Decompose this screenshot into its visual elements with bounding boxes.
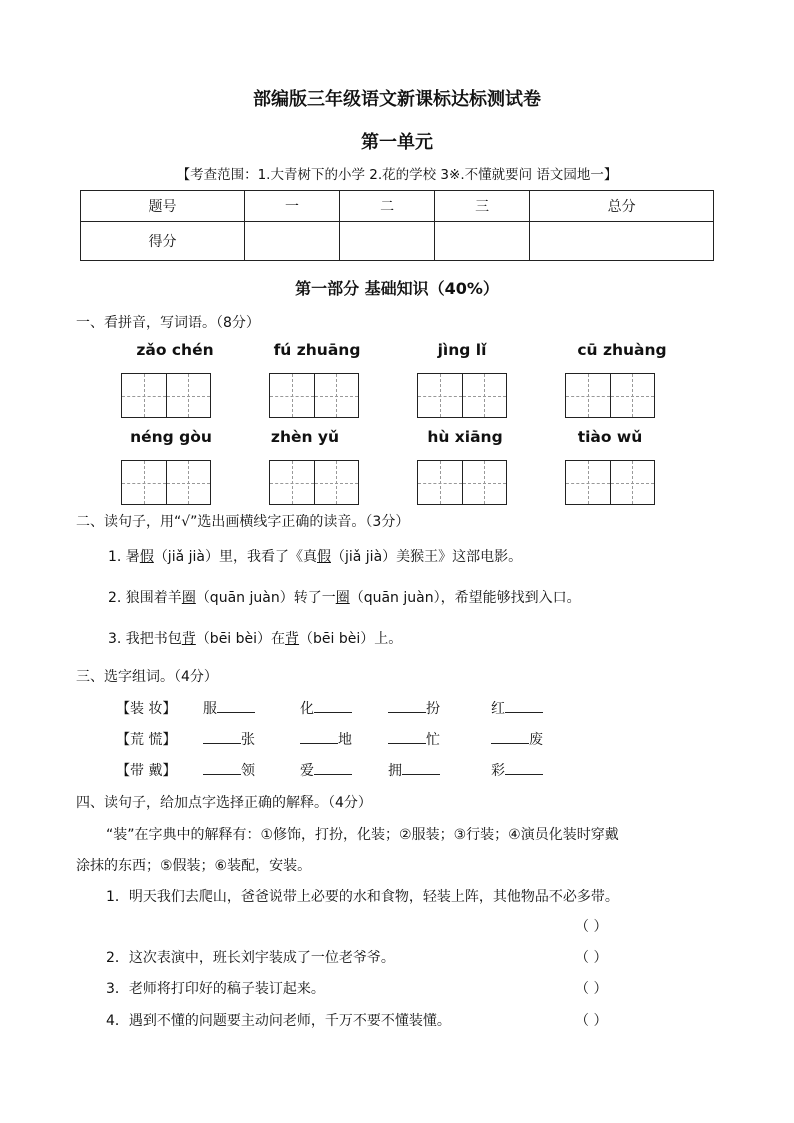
word-blank[interactable]: 张 (203, 729, 255, 749)
pinyin-label: zǎo chén (136, 341, 214, 359)
word-blank[interactable]: 地 (300, 729, 352, 749)
unit-title: 第一单元 (361, 132, 433, 153)
underlined-char: 背 (181, 631, 196, 647)
question-4-title: 四、读句子，给加点字选择正确的解释。（4分） (76, 795, 372, 811)
question-4-item: 1．明天我们去爬山，爸爸说带上必要的水和食物，轻装上阵，其他物品不必多带。 (106, 889, 619, 905)
word-blank[interactable]: 服 (203, 698, 255, 718)
score-header-1: 一 (245, 191, 340, 222)
char-pair-label: 【荒 慌】 (116, 732, 177, 748)
word-blank[interactable]: 拥 (388, 760, 440, 780)
answer-parentheses[interactable]: （ ） (575, 981, 608, 997)
char-pair-label: 【带 戴】 (116, 763, 177, 779)
pinyin-label: cū zhuàng (577, 341, 667, 359)
word-blank[interactable]: 化 (300, 698, 352, 718)
answer-parentheses[interactable]: （ ） (575, 919, 608, 935)
score-table (80, 190, 714, 261)
score-header-total: 总分 (530, 191, 714, 222)
pinyin-label: zhèn yǔ (270, 428, 340, 446)
pinyin-label: néng gòu (130, 428, 212, 446)
char-pair-label: 【装 妆】 (116, 701, 177, 717)
question-4-item: 3．老师将打印好的稿子装订起来。 (106, 981, 325, 997)
word-blank[interactable]: 废 (491, 729, 543, 749)
question-1-title: 一、看拼音，写词语。（8分） (76, 315, 260, 331)
pinyin-label: hù xiāng (427, 428, 503, 446)
page-title: 部编版三年级语文新课标达标测试卷 (253, 89, 541, 110)
tian-grid-box[interactable] (121, 373, 211, 418)
underlined-char: 假 (139, 549, 154, 565)
score-header-number: 题号 (81, 191, 245, 222)
word-blank[interactable]: 领 (203, 760, 255, 780)
tian-grid-box[interactable] (121, 460, 211, 505)
question-4-item: 2．这次表演中，班长刘宇装成了一位老爷爷。 (106, 950, 395, 966)
tian-grid-box[interactable] (417, 373, 507, 418)
word-blank[interactable]: 忙 (388, 729, 440, 749)
definition-text: “装”在字典中的解释有：①修饰，打扮，化装；②服装；③行装；④演员化装时穿戴 (106, 827, 619, 843)
score-cell[interactable] (340, 222, 435, 261)
word-blank[interactable]: 红 (491, 698, 543, 718)
underlined-char: 背 (285, 631, 300, 647)
tian-grid-box[interactable] (269, 460, 359, 505)
definition-text: 涂抹的东西；⑤假装；⑥装配，安装。 (76, 858, 312, 874)
score-cell[interactable] (435, 222, 530, 261)
pinyin-label: tiào wǔ (577, 428, 643, 446)
question-2-sentence-3: 3. 我把书包背（bēi bèi）在背（bēi bèi）上。 (108, 631, 403, 647)
exam-scope: 【考查范围：1.大青树下的小学 2.花的学校 3※.不懂就要问 语文园地一】 (176, 167, 618, 183)
score-row-label: 得分 (81, 222, 245, 261)
pinyin-label: jìng lǐ (437, 341, 487, 359)
pinyin-label: fú zhuāng (273, 341, 361, 359)
tian-grid-box[interactable] (565, 460, 655, 505)
tian-grid-box[interactable] (417, 460, 507, 505)
question-3-title: 三、选字组词。（4分） (76, 669, 218, 685)
question-2-sentence-2: 2. 狼围着羊圈（quān juàn）转了一圈（quān juàn），希望能够找到入口。 (108, 590, 581, 606)
answer-parentheses[interactable]: （ ） (575, 950, 608, 966)
tian-grid-box[interactable] (269, 373, 359, 418)
part-title: 第一部分 基础知识（40%） (295, 279, 499, 298)
word-blank[interactable]: 爱 (300, 760, 352, 780)
underlined-char: 假 (316, 549, 331, 565)
score-cell[interactable] (245, 222, 340, 261)
word-blank[interactable]: 扮 (388, 698, 440, 718)
question-2-title: 二、读句子，用“√”选出画横线字正确的读音。（3分） (76, 514, 410, 530)
score-header-3: 三 (435, 191, 530, 222)
question-4-item: 4．遇到不懂的问题要主动问老师，千万不要不懂装懂。 (106, 1013, 451, 1029)
score-cell[interactable] (530, 222, 714, 261)
underlined-char: 圈 (335, 590, 350, 606)
underlined-char: 圈 (181, 590, 196, 606)
question-2-sentence-1: 1. 暑假（jiǎ jià）里，我看了《真假（jiǎ jià）美猴王》这部电影。 (108, 549, 523, 565)
word-blank[interactable]: 彩 (491, 760, 543, 780)
score-header-2: 二 (340, 191, 435, 222)
answer-parentheses[interactable]: （ ） (575, 1013, 608, 1029)
tian-grid-box[interactable] (565, 373, 655, 418)
